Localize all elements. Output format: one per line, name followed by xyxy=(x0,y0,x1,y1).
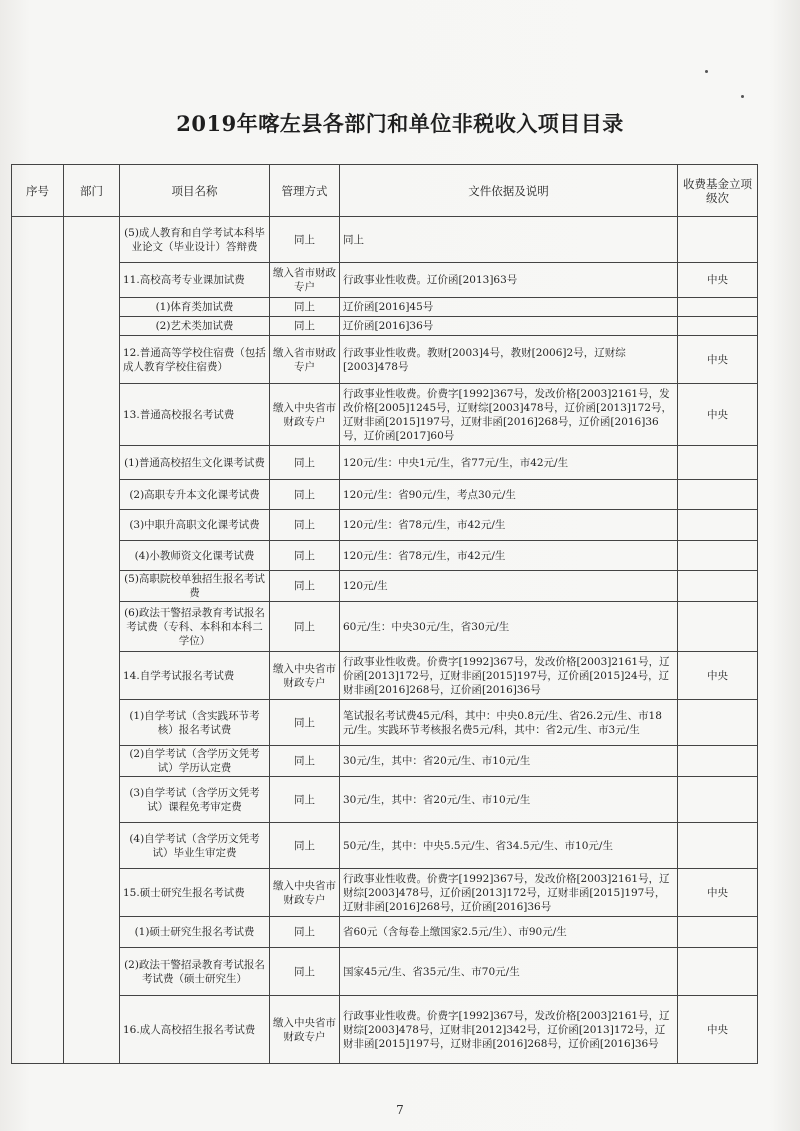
item-name: 12.普通高等学校住宿费（包括成人教育学校住宿费） xyxy=(120,336,270,384)
doc-basis: 120元/生 xyxy=(340,571,678,602)
item-name: (4)小教师资文化课考试费 xyxy=(120,541,270,571)
doc-basis: 50元/生，其中：中央5.5元/生、省34.5元/生、市10元/生 xyxy=(340,823,678,869)
doc-basis: 辽价函[2016]45号 xyxy=(340,298,678,317)
table-row xyxy=(12,298,758,317)
doc-basis: 60元/生：中央30元/生，省30元/生 xyxy=(340,602,678,652)
table-row xyxy=(12,602,758,652)
item-name: (5)成人教育和自学考试本科毕业论文（毕业设计）答辩费 xyxy=(120,217,270,263)
item-name: 11.高校高考专业课加试费 xyxy=(120,263,270,298)
fee-table xyxy=(11,164,758,1064)
table-row xyxy=(12,510,758,541)
item-name: 14.自学考试报名考试费 xyxy=(120,652,270,700)
mgmt-method: 同上 xyxy=(270,298,340,317)
doc-basis: 行政事业性收费。价费字[1992]367号，发改价格[2003]2161号，辽价函[2013]172号，辽财非函[2015]197号，辽价函[2015]24号，辽财非函[2016]268号，辽价函[2016]36号 xyxy=(340,652,678,700)
level xyxy=(678,777,758,823)
item-name: (6)政法干警招录教育考试报名考试费（专科、本科和本科二学位） xyxy=(120,602,270,652)
table-row xyxy=(12,746,758,777)
item-name: (2)艺术类加试费 xyxy=(120,317,270,336)
doc-basis: 行政事业性收费。辽价函[2013]63号 xyxy=(340,263,678,298)
mgmt-method: 同上 xyxy=(270,602,340,652)
mgmt-method: 同上 xyxy=(270,571,340,602)
level xyxy=(678,602,758,652)
table-row xyxy=(12,263,758,298)
doc-basis: 辽价函[2016]36号 xyxy=(340,317,678,336)
level xyxy=(678,700,758,746)
table-row xyxy=(12,571,758,602)
level xyxy=(678,541,758,571)
level xyxy=(678,571,758,602)
table-row xyxy=(12,777,758,823)
mgmt-method: 缴入中央省市财政专户 xyxy=(270,996,340,1064)
doc-basis: 行政事业性收费。价费字[1992]367号，发改价格[2003]2161号，辽财综[2003]478号，辽价函[2013]172号，辽财非函[2015]197号，辽财非函[2016]268号，辽价函[2016]36号 xyxy=(340,869,678,917)
mgmt-method: 同上 xyxy=(270,541,340,571)
doc-basis: 行政事业性收费。教财[2003]4号，教财[2006]2号，辽财综[2003]478号 xyxy=(340,336,678,384)
doc-basis: 120元/生：省78元/生，市42元/生 xyxy=(340,541,678,571)
doc-basis: 省60元（含每卷上缴国家2.5元/生）、市90元/生 xyxy=(340,917,678,948)
table-row xyxy=(12,480,758,510)
header-mgmt: 管理方式 xyxy=(270,165,340,217)
level xyxy=(678,298,758,317)
header-level: 收费基金立项级次 xyxy=(678,165,758,217)
item-name: (2)高职专升本文化课考试费 xyxy=(120,480,270,510)
table-row xyxy=(12,700,758,746)
item-name: (5)高职院校单独招生报名考试费 xyxy=(120,571,270,602)
level: 中央 xyxy=(678,652,758,700)
item-name: (1)体育类加试费 xyxy=(120,298,270,317)
table-row xyxy=(12,217,758,263)
table-row xyxy=(12,652,758,700)
item-name: (1)自学考试（含实践环节考核）报名考试费 xyxy=(120,700,270,746)
dept-cell xyxy=(64,217,120,1064)
item-name: (2)政法干警招录教育考试报名考试费（硕士研究生） xyxy=(120,948,270,996)
mgmt-method: 同上 xyxy=(270,446,340,480)
doc-basis: 120元/生：省78元/生，市42元/生 xyxy=(340,510,678,541)
mgmt-method: 缴入中央省市财政专户 xyxy=(270,384,340,446)
item-name: (1)硕士研究生报名考试费 xyxy=(120,917,270,948)
header-item: 项目名称 xyxy=(120,165,270,217)
table-row xyxy=(12,446,758,480)
item-name: 16.成人高校招生报名考试费 xyxy=(120,996,270,1064)
level: 中央 xyxy=(678,869,758,917)
doc-basis: 行政事业性收费。价费字[1992]367号，发改价格[2003]2161号，发改价格[2005]1245号，辽财综[2003]478号，辽价函[2013]172号，辽财非函[2015]197号，辽财非函[2016]268号，辽价函[2016]36号，辽价函[2017]60号 xyxy=(340,384,678,446)
header-seq: 序号 xyxy=(12,165,64,217)
level: 中央 xyxy=(678,263,758,298)
item-name: 15.硕士研究生报名考试费 xyxy=(120,869,270,917)
table-row xyxy=(12,996,758,1064)
item-name: (4)自学考试（含学历文凭考试）毕业生审定费 xyxy=(120,823,270,869)
mgmt-method: 同上 xyxy=(270,948,340,996)
mgmt-method: 缴入省市财政专户 xyxy=(270,263,340,298)
scan-speck xyxy=(741,95,744,98)
doc-basis: 笔试报名考试费45元/科，其中：中央0.8元/生、省26.2元/生、市18元/生。实践环节考核报名费5元/科，其中：省2元/生、市3元/生 xyxy=(340,700,678,746)
mgmt-method: 同上 xyxy=(270,510,340,541)
table-row xyxy=(12,869,758,917)
level: 中央 xyxy=(678,384,758,446)
mgmt-method: 同上 xyxy=(270,823,340,869)
mgmt-method: 同上 xyxy=(270,317,340,336)
mgmt-method: 同上 xyxy=(270,777,340,823)
mgmt-method: 同上 xyxy=(270,700,340,746)
level: 中央 xyxy=(678,996,758,1064)
mgmt-method: 缴入省市财政专户 xyxy=(270,336,340,384)
level xyxy=(678,746,758,777)
table-row xyxy=(12,948,758,996)
mgmt-method: 同上 xyxy=(270,917,340,948)
item-name: 13.普通高校报名考试费 xyxy=(120,384,270,446)
item-name: (3)中职升高职文化课考试费 xyxy=(120,510,270,541)
mgmt-method: 缴入中央省市财政专户 xyxy=(270,652,340,700)
level xyxy=(678,446,758,480)
doc-basis: 行政事业性收费。价费字[1992]367号，发改价格[2003]2161号，辽财综[2003]478号，辽财非[2012]342号，辽价函[2013]172号，辽财非函[2015]197号，辽财非函[2016]268号，辽价函[2016]36号 xyxy=(340,996,678,1064)
doc-basis: 同上 xyxy=(340,217,678,263)
level xyxy=(678,217,758,263)
doc-basis: 国家45元/生、省35元/生、市70元/生 xyxy=(340,948,678,996)
item-name: (1)普通高校招生文化课考试费 xyxy=(120,446,270,480)
level xyxy=(678,823,758,869)
mgmt-method: 同上 xyxy=(270,746,340,777)
doc-basis: 120元/生：中央1元/生，省77元/生，市42元/生 xyxy=(340,446,678,480)
mgmt-method: 缴入中央省市财政专户 xyxy=(270,869,340,917)
seq-cell xyxy=(12,217,64,1064)
level xyxy=(678,510,758,541)
level xyxy=(678,917,758,948)
table-row xyxy=(12,541,758,571)
level xyxy=(678,480,758,510)
table-row xyxy=(12,317,758,336)
table-row xyxy=(12,917,758,948)
mgmt-method: 同上 xyxy=(270,217,340,263)
document-title: 2019年喀左县各部门和单位非税收入项目目录 xyxy=(176,111,624,136)
table-row xyxy=(12,336,758,384)
table-header-row xyxy=(12,165,758,217)
mgmt-method: 同上 xyxy=(270,480,340,510)
scan-speck xyxy=(705,70,708,73)
header-dept: 部门 xyxy=(64,165,120,217)
table-row xyxy=(12,823,758,869)
doc-basis: 120元/生：省90元/生，考点30元/生 xyxy=(340,480,678,510)
item-name: (2)自学考试（含学历文凭考试）学历认定费 xyxy=(120,746,270,777)
level xyxy=(678,948,758,996)
item-name: (3)自学考试（含学历文凭考试）课程免考审定费 xyxy=(120,777,270,823)
level xyxy=(678,317,758,336)
level: 中央 xyxy=(678,336,758,384)
page-number: 7 xyxy=(396,1103,404,1117)
doc-basis: 30元/生，其中：省20元/生、市10元/生 xyxy=(340,777,678,823)
header-doc: 文件依据及说明 xyxy=(340,165,678,217)
table-row xyxy=(12,384,758,446)
doc-basis: 30元/生，其中：省20元/生、市10元/生 xyxy=(340,746,678,777)
